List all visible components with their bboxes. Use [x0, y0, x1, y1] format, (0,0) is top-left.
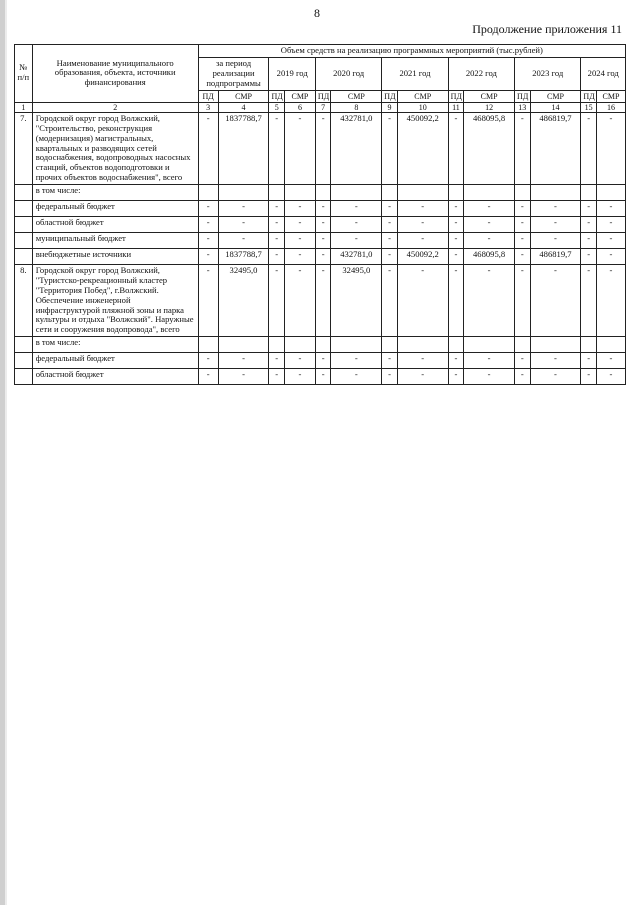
value-cell: -: [581, 265, 596, 337]
value-cell: -: [382, 265, 397, 337]
value-cell: 486819,7: [530, 112, 581, 184]
value-cell: 468095,8: [464, 249, 515, 265]
value-cell: -: [596, 112, 625, 184]
row-name: федеральный бюджет: [32, 201, 198, 217]
value-cell: 468095,8: [464, 112, 515, 184]
value-cell: [198, 337, 218, 353]
row-name: Городской округ город Волжский, "Строительство, реконструкция (модернизация) магистральных, квартальных и разводящих сетей водоснабжения, водопроводных насосных станций, объектов водоподготовки и прочих объектов водоснабжения", всего: [32, 112, 198, 184]
value-cell: -: [269, 112, 284, 184]
header-smr: СМР: [218, 90, 269, 102]
scan-edge-shadow: [5, 0, 7, 905]
value-cell: [530, 185, 581, 201]
header-pd: ПД: [269, 90, 284, 102]
value-cell: [218, 185, 269, 201]
page-number: 8: [314, 6, 320, 20]
value-cell: [397, 185, 448, 201]
column-number: 13: [515, 102, 530, 112]
table-row: [15, 265, 626, 337]
column-number: 6: [284, 102, 315, 112]
value-cell: -: [530, 201, 581, 217]
column-number: 3: [198, 102, 218, 112]
value-cell: -: [581, 217, 596, 233]
value-cell: 432781,0: [331, 249, 382, 265]
value-cell: [331, 185, 382, 201]
value-cell: -: [315, 353, 330, 369]
value-cell: -: [284, 112, 315, 184]
value-cell: -: [218, 233, 269, 249]
table-row: [15, 353, 626, 369]
row-number: [15, 337, 33, 353]
value-cell: [448, 185, 463, 201]
column-number: 4: [218, 102, 269, 112]
table-row: [15, 233, 626, 249]
value-cell: -: [382, 369, 397, 385]
value-cell: -: [515, 353, 530, 369]
column-number: 1: [15, 102, 33, 112]
table-row: [15, 249, 626, 265]
table-row: [15, 201, 626, 217]
value-cell: [515, 185, 530, 201]
value-cell: -: [596, 201, 625, 217]
value-cell: 450092,2: [397, 112, 448, 184]
value-cell: -: [331, 353, 382, 369]
funding-table: [14, 44, 626, 385]
value-cell: [315, 185, 330, 201]
value-cell: -: [284, 233, 315, 249]
value-cell: 450092,2: [397, 249, 448, 265]
value-cell: -: [596, 249, 625, 265]
value-cell: [515, 337, 530, 353]
column-number: 9: [382, 102, 397, 112]
table-row: [15, 217, 626, 233]
value-cell: -: [464, 233, 515, 249]
value-cell: -: [284, 217, 315, 233]
value-cell: -: [596, 265, 625, 337]
value-cell: -: [382, 233, 397, 249]
value-cell: 1837788,7: [218, 249, 269, 265]
value-cell: -: [397, 217, 448, 233]
value-cell: -: [530, 217, 581, 233]
header-year-2021: 2021 год: [382, 57, 448, 90]
column-number: 15: [581, 102, 596, 112]
value-cell: -: [218, 201, 269, 217]
value-cell: [464, 185, 515, 201]
value-cell: [269, 337, 284, 353]
value-cell: -: [464, 369, 515, 385]
value-cell: -: [515, 112, 530, 184]
value-cell: -: [331, 233, 382, 249]
value-cell: -: [331, 217, 382, 233]
value-cell: [464, 337, 515, 353]
value-cell: -: [198, 217, 218, 233]
value-cell: -: [315, 112, 330, 184]
value-cell: -: [218, 217, 269, 233]
value-cell: [448, 337, 463, 353]
column-number: 7: [315, 102, 330, 112]
value-cell: -: [315, 201, 330, 217]
value-cell: 432781,0: [331, 112, 382, 184]
column-number: 12: [464, 102, 515, 112]
header-pd: ПД: [581, 90, 596, 102]
row-number: [15, 201, 33, 217]
value-cell: -: [448, 249, 463, 265]
column-number: 16: [596, 102, 625, 112]
header-year-2022: 2022 год: [448, 57, 514, 90]
value-cell: -: [397, 353, 448, 369]
value-cell: -: [315, 265, 330, 337]
header-period: за период реализации подпрограммы: [198, 57, 269, 90]
value-cell: [397, 337, 448, 353]
value-cell: -: [515, 233, 530, 249]
column-number: 5: [269, 102, 284, 112]
column-number: 2: [32, 102, 198, 112]
value-cell: -: [315, 233, 330, 249]
value-cell: -: [596, 217, 625, 233]
row-name: внебюджетные источники: [32, 249, 198, 265]
value-cell: -: [269, 265, 284, 337]
value-cell: -: [515, 265, 530, 337]
header-smr: СМР: [397, 90, 448, 102]
value-cell: -: [198, 249, 218, 265]
value-cell: -: [269, 233, 284, 249]
header-pd: ПД: [448, 90, 463, 102]
value-cell: -: [382, 353, 397, 369]
column-number: 11: [448, 102, 463, 112]
value-cell: 32495,0: [218, 265, 269, 337]
value-cell: -: [581, 233, 596, 249]
value-cell: -: [218, 353, 269, 369]
header-pd: ПД: [382, 90, 397, 102]
value-cell: -: [198, 201, 218, 217]
value-cell: -: [198, 265, 218, 337]
value-cell: -: [382, 112, 397, 184]
row-number: 7.: [15, 112, 33, 184]
value-cell: -: [284, 265, 315, 337]
value-cell: -: [530, 265, 581, 337]
value-cell: [218, 337, 269, 353]
row-name: в том числе:: [32, 185, 198, 201]
value-cell: -: [284, 353, 315, 369]
value-cell: -: [448, 353, 463, 369]
value-cell: -: [596, 369, 625, 385]
value-cell: -: [284, 201, 315, 217]
value-cell: [596, 185, 625, 201]
value-cell: [382, 185, 397, 201]
row-number: [15, 233, 33, 249]
value-cell: -: [596, 353, 625, 369]
value-cell: -: [382, 249, 397, 265]
value-cell: [530, 337, 581, 353]
header-smr: СМР: [596, 90, 625, 102]
column-number: 10: [397, 102, 448, 112]
row-name: Городской округ город Волжский, "Туристско-рекреационный кластер "Территория Побед", г.Волжский. Обеспечение инженерной инфраструктурой пляжной зоны и парка культуры и отдыха "Волжский". Наружные сети и сооружения водопровода", всего: [32, 265, 198, 337]
value-cell: -: [530, 369, 581, 385]
value-cell: -: [596, 233, 625, 249]
value-cell: -: [581, 249, 596, 265]
row-number: [15, 185, 33, 201]
value-cell: -: [315, 369, 330, 385]
value-cell: -: [530, 233, 581, 249]
header-smr: СМР: [464, 90, 515, 102]
column-number: 14: [530, 102, 581, 112]
value-cell: -: [198, 112, 218, 184]
header-name: Наименование муниципального образования, объекта, источники финансирования: [32, 45, 198, 103]
header-year-2023: 2023 год: [515, 57, 581, 90]
value-cell: -: [464, 353, 515, 369]
value-cell: [284, 185, 315, 201]
value-cell: [596, 337, 625, 353]
row-number: 8.: [15, 265, 33, 337]
value-cell: -: [448, 369, 463, 385]
value-cell: -: [464, 201, 515, 217]
column-number-row: [15, 102, 626, 112]
value-cell: [581, 337, 596, 353]
value-cell: -: [382, 201, 397, 217]
header-volume: Объем средств на реализацию программных мероприятий (тыс.рублей): [198, 45, 625, 58]
row-number: [15, 353, 33, 369]
value-cell: -: [198, 369, 218, 385]
value-cell: -: [515, 369, 530, 385]
value-cell: -: [397, 369, 448, 385]
value-cell: -: [331, 369, 382, 385]
value-cell: -: [198, 353, 218, 369]
row-name: областной бюджет: [32, 369, 198, 385]
value-cell: -: [269, 217, 284, 233]
value-cell: -: [331, 201, 382, 217]
value-cell: -: [284, 369, 315, 385]
value-cell: [382, 337, 397, 353]
header-pd: ПД: [515, 90, 530, 102]
row-name: муниципальный бюджет: [32, 233, 198, 249]
table-row: [15, 112, 626, 184]
header-num: № п/п: [15, 45, 33, 103]
table-row: [15, 337, 626, 353]
row-name: федеральный бюджет: [32, 353, 198, 369]
value-cell: -: [515, 201, 530, 217]
value-cell: -: [397, 201, 448, 217]
value-cell: -: [397, 233, 448, 249]
header-year-2020: 2020 год: [315, 57, 381, 90]
header-year-2019: 2019 год: [269, 57, 315, 90]
value-cell: -: [448, 217, 463, 233]
value-cell: [198, 185, 218, 201]
header-pd: ПД: [198, 90, 218, 102]
header-smr: СМР: [331, 90, 382, 102]
value-cell: -: [269, 249, 284, 265]
value-cell: -: [581, 353, 596, 369]
table-row: [15, 369, 626, 385]
value-cell: 1837788,7: [218, 112, 269, 184]
row-number: [15, 217, 33, 233]
column-number: 8: [331, 102, 382, 112]
value-cell: [581, 185, 596, 201]
value-cell: -: [198, 233, 218, 249]
value-cell: -: [382, 217, 397, 233]
table-row: [15, 185, 626, 201]
value-cell: -: [464, 265, 515, 337]
value-cell: 486819,7: [530, 249, 581, 265]
row-name: в том числе:: [32, 337, 198, 353]
value-cell: -: [581, 201, 596, 217]
value-cell: -: [448, 233, 463, 249]
value-cell: -: [581, 112, 596, 184]
header-smr: СМР: [284, 90, 315, 102]
header-pd: ПД: [315, 90, 330, 102]
table-body: [15, 112, 626, 384]
header-smr: СМР: [530, 90, 581, 102]
value-cell: [284, 337, 315, 353]
value-cell: -: [269, 353, 284, 369]
value-cell: [331, 337, 382, 353]
row-number: [15, 369, 33, 385]
value-cell: -: [448, 265, 463, 337]
value-cell: -: [515, 249, 530, 265]
value-cell: -: [448, 201, 463, 217]
value-cell: -: [269, 369, 284, 385]
value-cell: -: [464, 217, 515, 233]
value-cell: -: [515, 217, 530, 233]
value-cell: -: [315, 249, 330, 265]
row-name: областной бюджет: [32, 217, 198, 233]
header-year-2024: 2024 год: [581, 57, 626, 90]
value-cell: -: [397, 265, 448, 337]
value-cell: 32495,0: [331, 265, 382, 337]
value-cell: -: [269, 201, 284, 217]
value-cell: [269, 185, 284, 201]
value-cell: -: [218, 369, 269, 385]
value-cell: [315, 337, 330, 353]
value-cell: -: [448, 112, 463, 184]
value-cell: -: [315, 217, 330, 233]
value-cell: -: [284, 249, 315, 265]
row-number: [15, 249, 33, 265]
continuation-note: Продолжение приложения 11: [472, 22, 622, 36]
value-cell: -: [530, 353, 581, 369]
funding-table-container: [14, 44, 626, 385]
value-cell: -: [581, 369, 596, 385]
